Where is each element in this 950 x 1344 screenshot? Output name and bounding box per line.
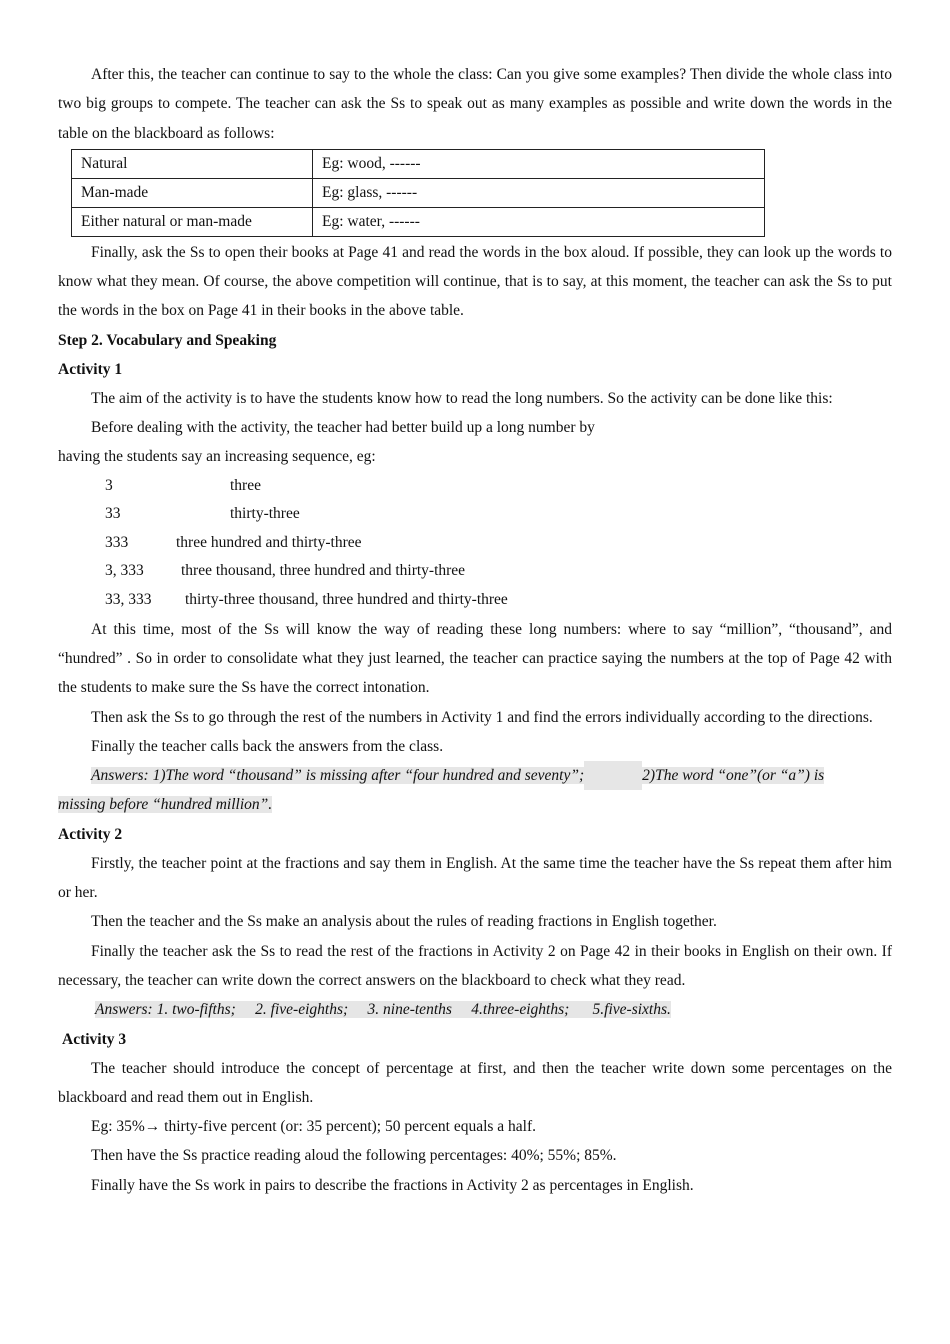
answer-item: 5.five-sixths. [592, 1001, 671, 1019]
materials-table [71, 149, 765, 237]
intro-paragraph: After this, the teacher can continue to say to the whole the class: Can you give some examples? Then divide the whole class into two big groups to compete. The teacher can ask the Ss to speak out as many examples as possible and write down the words in the table on the blackboard as follows: [58, 66, 892, 142]
sequence-row [58, 557, 892, 586]
activity3-intro-paragraph: The teacher should introduce the concept of percentage at first, and then the teacher write down some percentages on the blackboard and read them out in English. [58, 1059, 892, 1106]
answers-part2: 2)The word “one”(or “a”) is [642, 767, 825, 785]
activity2-finally-paragraph: Finally the teacher ask the Ss to read the rest of the fractions in Activity 2 on Page 42 in their books in English on their own. If necessary, the teacher can write down the correct answers on the blackboard to check what they read. [58, 942, 892, 989]
table-cell-category: Either natural or man-made [72, 207, 313, 236]
sequence-number: 33, 333 [105, 591, 152, 609]
table-row [72, 178, 765, 207]
activity3-eg-line: Eg: 35%→ thirty-five percent (or: 35 percent); 50 percent equals a half. [91, 1118, 537, 1136]
answers-part3: missing before “hundred million”. [58, 796, 273, 814]
sequence-row [58, 586, 892, 615]
sequence-number: 33 [105, 505, 121, 523]
at-this-time-paragraph: At this time, most of the Ss will know the way of reading these long numbers: where to say “million”, “thousand”, and “hundred” . So in order to consolidate what they just learned, the teacher can practice saying the numbers at the top of Page 42 with the students to make sure the Ss have the correct intonation. [58, 620, 892, 697]
document-page [58, 60, 892, 1200]
activity2-then-paragraph: Then the teacher and the Ss make an analysis about the rules of reading fractions in English together. [91, 913, 717, 931]
activity2-firstly-paragraph: Firstly, the teacher point at the fractions and say them in English. At the same time the teacher have the Ss repeat them after him or her. [58, 854, 892, 902]
sequence-row [58, 529, 892, 558]
sequence-words: three hundred and thirty-three [176, 533, 362, 551]
finally-paragraph: Finally, ask the Ss to open their books at Page 41 and read the words in the box aloud. If possible, they can look up the words to know what they mean. Of course, the above competition will continue, that is to say, at this moment, the teacher can ask the Ss to put the words in the box on Page 41 in their books in the above table. [58, 243, 892, 320]
answer-item: 2. five-eighths; [255, 1001, 349, 1019]
activity1-answers-continued [58, 790, 892, 819]
sequence-words: three [230, 476, 261, 494]
table-row [72, 207, 765, 236]
sequence-number: 3, 333 [105, 562, 144, 580]
answers-part1: Answers: 1)The word “thousand” is missing after “four hundred and seventy”; [91, 767, 585, 785]
sequence-words: thirty-three [230, 505, 300, 523]
activity1-before-line1: Before dealing with the activity, the teacher had better build up a long number by [91, 419, 595, 437]
sequence-words: three thousand, three hundred and thirty-three [181, 562, 466, 580]
activity1-answers [58, 761, 892, 790]
activity1-aim: The aim of the activity is to have the students know how to read the long numbers. So the activity can be done like this: [91, 389, 833, 407]
sequence-number: 333 [105, 533, 129, 551]
activity2-answers [58, 995, 892, 1024]
activity3-heading: Activity 3 [62, 1030, 127, 1048]
activity1-heading: Activity 1 [58, 360, 123, 378]
sequence-row [58, 500, 892, 529]
answer-item: 4.three-eighths; [471, 1001, 570, 1019]
table-cell-category: Man-made [72, 178, 313, 207]
sequence-words: thirty-three thousand, three hundred and thirty-three [185, 591, 508, 609]
sequence-row [58, 472, 892, 501]
table-cell-example: Eg: water, ------ [313, 207, 765, 236]
activity1-before-line2: having the students say an increasing sequence, eg: [58, 448, 376, 466]
table-cell-example: Eg: glass, ------ [313, 178, 765, 207]
answer-item: Answers: 1. two-fifths; [95, 1001, 236, 1019]
table-row [72, 149, 765, 178]
table-cell-category: Natural [72, 149, 313, 178]
activity1-then-paragraph: Then ask the Ss to go through the rest of the numbers in Activity 1 and find the errors individually according to the directions. [91, 708, 873, 726]
sequence-number: 3 [105, 476, 113, 494]
table-cell-example: Eg: wood, ------ [313, 149, 765, 178]
step2-heading: Step 2. Vocabulary and Speaking [58, 331, 277, 349]
answer-item: 3. nine-tenths [367, 1001, 452, 1019]
activity1-finally-paragraph: Finally the teacher calls back the answers from the class. [91, 737, 444, 755]
activity2-heading: Activity 2 [58, 825, 123, 843]
activity2-answers-highlight [95, 1001, 671, 1018]
activity3-then-paragraph: Then have the Ss practice reading aloud the following percentages: 40%; 55%; 85%. [91, 1147, 617, 1165]
activity3-finally-paragraph: Finally have the Ss work in pairs to describe the fractions in Activity 2 as percentages in English. [91, 1176, 694, 1194]
number-sequence [58, 472, 892, 615]
